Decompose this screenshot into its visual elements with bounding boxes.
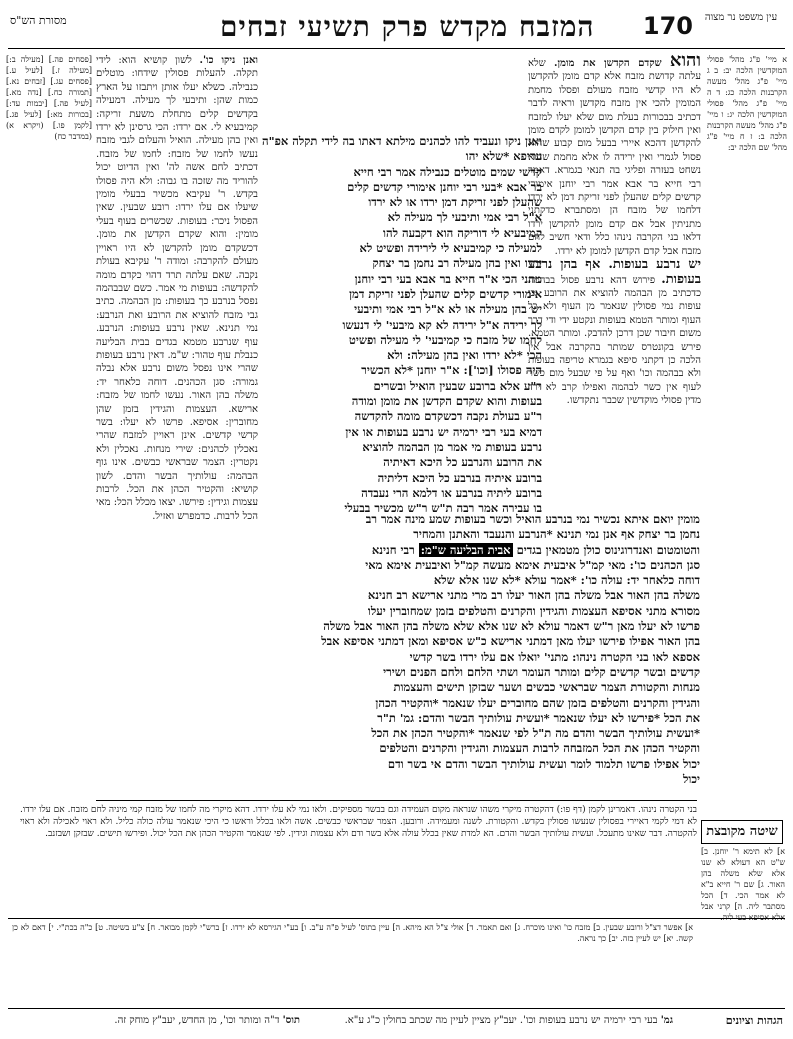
rashi-column xyxy=(96,54,258,794)
gemara-line: בו עבירה אמר רבה ת"ש ר"ש מכשיר בבעלי xyxy=(344,501,542,514)
page-number: 170 xyxy=(642,12,693,40)
footer-tosafot xyxy=(80,1015,300,1026)
gemara-line: ירדו ואין בהן מעילה רב נחמן בר יצחק xyxy=(372,256,542,271)
shita-column xyxy=(701,846,785,956)
shita-label: שיטה מקובצת xyxy=(706,824,778,839)
gemara-line: ואנן ניקו ונעביד להו לכהנים מילתא דאתו בה לידי תקלה אפ"ה עדיפא *שלא יהו xyxy=(262,134,542,164)
tosafot-body: שלא עלתה קדושת מזבח אלא קדם מומן להקדשן לא היו קדשי מזבח מעולם ופסלו מחמת המומין להכי אין מזבח מקדשן וראיה לדבר דכתיב בבכורות בעלת מום שלא יעלו למזבח ואין חילוק בין קדם הקדשן למומן לקדם מומן להקדשן דהכא איירי בבעל מום קבוע שהוא פסול לגמרי ואין ירידה לו אלא מחמת שהוא נשחט בעזרה ופליגי בה תנאי בגמרא. דאמר רבי חייא בר אבא אמר רבי יוחנן אימורי קדשים קלים שהעלן לפני זריקת דמן לא ירדו דלחמו של מזבח הן ומסתברא כדקתני מתניתין אבל אם קדם מומן להקדשן ירדו דלאו בני הקרבה נינהו כלל ודאי חשיב לחם מזבח אבל קדם הקדשן למומן לא ירדו. xyxy=(528,58,701,257)
gemara-wide-line: והקטיר הכהן את הכל המזבחה לרבות העצמות והגידין והקרנים והטלפים xyxy=(379,741,700,756)
footer-gemara-text: בעי רבי ירמיה יש נרבע בעופות וכו'. יעב"ץ מציין לעיין מה שכתב בחולין כ"ג ע"א. xyxy=(344,1015,658,1026)
gemara-wide-line: *ועשית עולותיך הבשר והדם מה ת"ל לפי שנאמר *והקטיר הכהן את הכל xyxy=(371,726,700,741)
ein-mishpat-text: א מיי' פ"ג מהל' פסולי המוקדשין הלכה יב: ב ג מיי' פ"ג מהל' מעשה הקרבנות הלכה כג: ד ה מיי' פ"ג מהל' פסולי המוקדשין הלכה יג: ו מיי' פ"ג מהל' מעשה הקרבנות הלכה ב: ז ח מיי' פ"ג מהל' שם הלכה יב: xyxy=(707,55,787,152)
shita-mekubetzet-box xyxy=(701,820,783,844)
gemara-line: למעילה כי קמיבעיא לי לירידה ופשיט לא xyxy=(359,241,542,256)
gemara-wide-line: נחמן בר יצחק אף אנן נמי תנינא *הנרבע והנעבד והאתנן והמחיר xyxy=(413,527,700,542)
notes-text: א] אפשר דצ"ל ורובע שבעין. ב] מזבח כו' ואינו מוכרח. ג] ואם תאמר. ד] אולי צ"ל הא מיהא. ה] עיין בתוס' לעיל פ"ה ע"ב. ו] בע"י הגירסא לא ירדו. ז] ברש"י לקמן מבואר. ח] צ"ע בשיטה. ט] כ"ה בכת"י. י] דאם לא כן קשה. יא] יש לעיין בזה. יב] כך נראה. xyxy=(12,923,693,943)
masoret-text: [פסחים פה.] [מעילה ב:] [מעילה ז.] [לעיל ע.] [פסחים עג.] [זבחים נא.] [תמורה כח.] [נדה מא.] [לעיל פה.] [יבמות עד:] [בכורות מא:] [לעיל פג.] [לקמן פו.] (ויקרא א) (במדבר כח) xyxy=(6,55,92,141)
gemara-line: אימורי קדשים קלים שהעלן לפני זריקת דמן xyxy=(349,286,542,301)
gemara-column xyxy=(262,134,542,514)
masoret-header: מסורת הש"ס xyxy=(10,14,67,27)
gemara-line: לחמו של מזבח כי קמיבעי' לי מעילה ופשיט xyxy=(348,332,542,347)
footer-gemara xyxy=(273,1015,673,1026)
footer-tosafot-text: ד"ה ומותר וכו', מן החדש, יעב"ץ מוחק זה. xyxy=(114,1015,280,1026)
page-title: המזבח מקדש פרק תשיעי זבחים xyxy=(220,10,595,43)
gemara-line: ברובע איתיה בנרבע כל היכא דליתיה xyxy=(377,470,542,485)
page-header xyxy=(0,8,793,48)
gemara-line: בעופות והוא שקדם הקדשן את מומן ומודה xyxy=(351,394,542,409)
gemara-line: נרבע בעופות מי אמר מן הבהמה להוציא xyxy=(362,439,542,454)
footer-gemara-label: גמ' xyxy=(660,1015,673,1026)
gemara-line: ר"ע אלא ברובע שבעין הואיל ובשרים xyxy=(373,378,542,393)
gemara-line: יש בהן מעילה או לא א"ל רבי אמי ותיבעי xyxy=(354,302,542,317)
header-rule xyxy=(8,48,785,49)
gemara-line: בר אבא *בעי רבי יוחנן אימורי קדשים קלים xyxy=(347,179,542,194)
gemara-wide-line: בהן האור אפילו פירשו יעלו מאן דמתני ארישא כ"ש אסיפא ומאן דמתני אסיפא אבל xyxy=(321,634,700,649)
gemara-wide-line: והגידין והקרנים והטלפים בזמן שהם מחוברים יעלו שנאמר *והקטיר הכהן xyxy=(375,695,700,710)
gemara-wide-line: יכול xyxy=(683,772,700,787)
tosafot-opening: והוא xyxy=(669,54,701,71)
lower-rule xyxy=(96,800,697,801)
gemara-wide-line: מסורא מתני אסיפא העצמות והגידין והקרנים והטלפים בזמן שמחוברין יעלו xyxy=(367,603,700,618)
footer-rule xyxy=(8,1008,785,1009)
tosafot-dibur: שקדם הקדשן את מומן. xyxy=(554,58,662,69)
tosafot-dibur-2: יש נרבע בעופות. אף בהן נרבע בעופות. xyxy=(528,257,701,287)
gemara-wide-line: והטומטום ואנדרוגינוס כולן מטמאין בגדים אבית הבליעה ש"מ: רבי חנינא xyxy=(371,542,700,557)
gemara-wide-line: משלה בהן האור אבל משלה בהן האור יעלו רב מרי מתני ארישא רב חנינא xyxy=(367,588,700,603)
tosafot-body-2: פירוש דהא נרבע פסול בבהמה כדכתיב מן הבהמה להוציא את הרובע וכן עופות נמי פסולין שנאמר מן העוף ולא כל העוף ומותר הטמא בעופות ונקטע ידי ודי דרך משום חיבור שכן דרכן להדבק. xyxy=(528,274,701,340)
rashi-opening: ואנן ניקו כו'. xyxy=(199,55,258,66)
gemara-line: שהעלן לפני זריקת דמן ירדו או לא ירדו xyxy=(368,195,542,210)
gemara-line: לך ירידה א"ל ירידה לא קא מיבעי' לי דנעשו xyxy=(342,317,542,332)
gemara-wide-line: פרשו לא יעלו מאן ר"ש דאמר עולא לא שנו אלא שלא משלה בהן האור אבל משלה xyxy=(323,619,700,634)
footer-label: הגהות וציונים xyxy=(725,1014,783,1027)
masoret-column xyxy=(6,54,92,794)
gemara-line: ר"ע בעולת נקבה דכשקדם מומה להקדשה xyxy=(354,409,542,424)
gemara-wide-block xyxy=(262,512,700,790)
gemara-line: היה פסולו [וכו']: א"ר יוחנן *לא הכשיר xyxy=(361,363,542,378)
gemara-wide-line: מומין יואם איתא נכשיר נמי בנרבע הואיל וכשר בעופות שמע מינה אמר רב xyxy=(365,512,700,526)
gemara-wide-line: אספא לאו בני הקטרה נינהו: מתני' יואלו אם עלו ירדו בשר קדשי xyxy=(409,649,700,664)
tosafot-column xyxy=(528,54,701,574)
gemara-line: קדשי שמים מוטלים כנבילה אמר רבי חייא xyxy=(353,164,542,179)
gemara-line: קמיבעיא לי דוריקה הוא דקבעה להו xyxy=(383,225,542,240)
gemara-wide-line: סגן הכהנים כו': מאי קמ"ל איבעית אימא מעשה קמ"ל ואיבעית אימא מאי xyxy=(365,557,700,572)
ein-mishpat-header: עין משפט נר מצוה xyxy=(704,12,778,23)
gemara-wide-line: מנחות והקטורת הצמר שבראשי כבשים ושער שבזקן תישים והעצמות xyxy=(393,680,700,695)
gemara-wide-line: יכול אפילו פרשו תלמוד לומר ועשית עולותיך הבשר והדם אי בשר ודם xyxy=(387,756,700,771)
gemara-line: את הרובע והנרבע כל היכא דאיתיה xyxy=(383,455,542,470)
gemara-line: דמיא בעי רבי ירמיה יש נרבע בעופות או אין xyxy=(345,424,542,439)
lower-commentary xyxy=(20,804,697,914)
gemara-wide-line: את הכל *פירשו לא יעלו שנאמר *ועשית עולותיך הבשר והדם: גמ' ת"ר xyxy=(377,710,700,725)
gemara-line: א"ל רבי אמי ותיבעי לך מעילה לא xyxy=(387,210,542,225)
notes-rule xyxy=(8,918,785,919)
lower-commentary-text: בני הקטרה נינהו. דאמרינן לקמן (דף פו:) דהקטרה מיקרי משהו שנראה מקום העמידה וגם בבשר מספיקים. ולאו נמי לא עלו ירדו. דהא מיקרי מה לחמו של מזבח קמי מיניה לחם מזבח. אם עלו ירדו. לא דמי לקמי דאיירי בפסולין שנעשו פסולין בקדש. והקטורת. לשנה ומעמידה. ורובען. הצמר שבראשי כבשים. אשה ולאו בכלל וראשו כי היכי שנאמר עולה כולה כליל. ולא ראוי לאכילה ולא ראוי להקטרה. דבר שאינו מתעכל. ועשית עולותיך הבשר והדם. הא למדת שאין בכלל עולה אלא בשר ודם ולא עצמות וגידין. לפי שנאמר והקטיר הכהן את הכל יכול. ופירשו תישים. שבזקן ושבזנב. xyxy=(20,805,697,840)
gemara-line: מתני הכי א"ר חייא בר אבא בעי רבי יוחנן xyxy=(354,271,542,286)
shita-text: א] לא תימא ר' יוחנן. ב] ש"ט הא דעולא לא שנו אלא שלא משלה בהן האור. ג] שם ר' חייא ב"א לא אמר הכי. ד] הכל מסתבר ליה. ה] קרני אבל אלא אסיפא בעי ליה. xyxy=(701,847,785,922)
gemara-line: ברובע ליתיה בנרבע או דלמא הרי נעבדה xyxy=(361,485,542,500)
rashi-body: לשון קושיא הוא: לידי תקלה. להעלות פסולין שידחו: מוטלים כנבילה. כשלא יעלו אותן ויתבזו על הארץ כמות שהן: ותיבעי לך מעילה. דמעילה בקדשים קלים מתחלת משעת זריקה: קמיבעיא לי. אם ירדו: הכי גרסינן לא ירדו ואין בהן מעילה. הואיל והעלום לגבי מזבח נעשו לחמו של מזבח: לחמו של מזבח. דכתיב לחם אשה לה' ואין הדיוט יכול להוריד מה שזכה בו גבוה: ולא היה פסולו בקדש. ר' עקיבא מכשיר בבעלי מומין שיעלו אם עלו ירדו: רובע שבעין. שאין הפסול ניכר: בעופות. שכשרים בעוף בעלי מומין: והוא שקדם הקדשן את מומן. דכשקדם מומן להקדשן לא היו ראויין מעולם להקרבה: ומודה ר' עקיבא בעולת נקבה. שאם עלתה תרד דהוי כקדם מומה להקדשה: בעופות מי אמר. כשם שבבהמה נפסל בנרבע כך בעופות: מן הבהמה. כתיב גבי מזבח להוציא את הרובע ואת הנרבע: נמי תנינא. שאין נרבע בעופות: הנרבע. עוף שנרבע מטמא בגדים בבית הבליעה כנבלת עוף טהור: ש"מ. דאין נרבע בעופות שהרי אינו נפסל משום נרבע אלא נבלה גמורה: סגן הכהנים. דוחה כלאחר יד: משלה בהן האור. נעשו לחמו של מזבח: ארישא. העצמות והגידין בזמן שהן מחוברין: אסיפא. פרשו לא יעלו: בשר קדשי קדשים. אינן ראויין למזבח שהרי נאכלין לכהנים: שירי מנחות. נאכלין ולא נקטרין: הצמר שבראשי כבשים. אינו גוף הבהמה: עולותיך הבשר והדם. לשון קושיא: והקטיר הכהן את הכל. לרבות עצמות וגידין: פירשו. יצאו מכלל הכל: מאי הכל לרבות. כדמפרש ואזיל. xyxy=(96,55,258,522)
gemara-wide-line: דוחה כלאחר יד: עולה כו': *אמר עולא *לא שנו אלא שלא xyxy=(433,573,700,588)
highlighted-phrase: אבית הבליעה ש"מ: xyxy=(420,542,511,557)
gemara-line: הכי *לא ירדו ואין בהן מעילה: ולא xyxy=(387,348,542,363)
footer-tosafot-label: תוס' xyxy=(282,1015,300,1026)
tosafot-body-3: ומותר הטמא. פירש בקונטרס שמותר בהקרבה אבל אין הלכה כן דקתני סיפא בגמרא טריפה בעופות ולא בבהמה וכו' ואף על פי שבעל מום כשר לעוף אין כשר לבהמה ואפילו קרב לא ירד מדין פסולי מוקדשין שכבר נתקדשו. xyxy=(528,328,701,407)
ein-mishpat-column xyxy=(707,54,787,274)
notes-section xyxy=(12,922,693,1002)
gemara-wide-line: קדשים ובשר קדשים קלים ומותר העומר ושתי הלחם ולחם הפנים ושירי xyxy=(383,664,700,679)
